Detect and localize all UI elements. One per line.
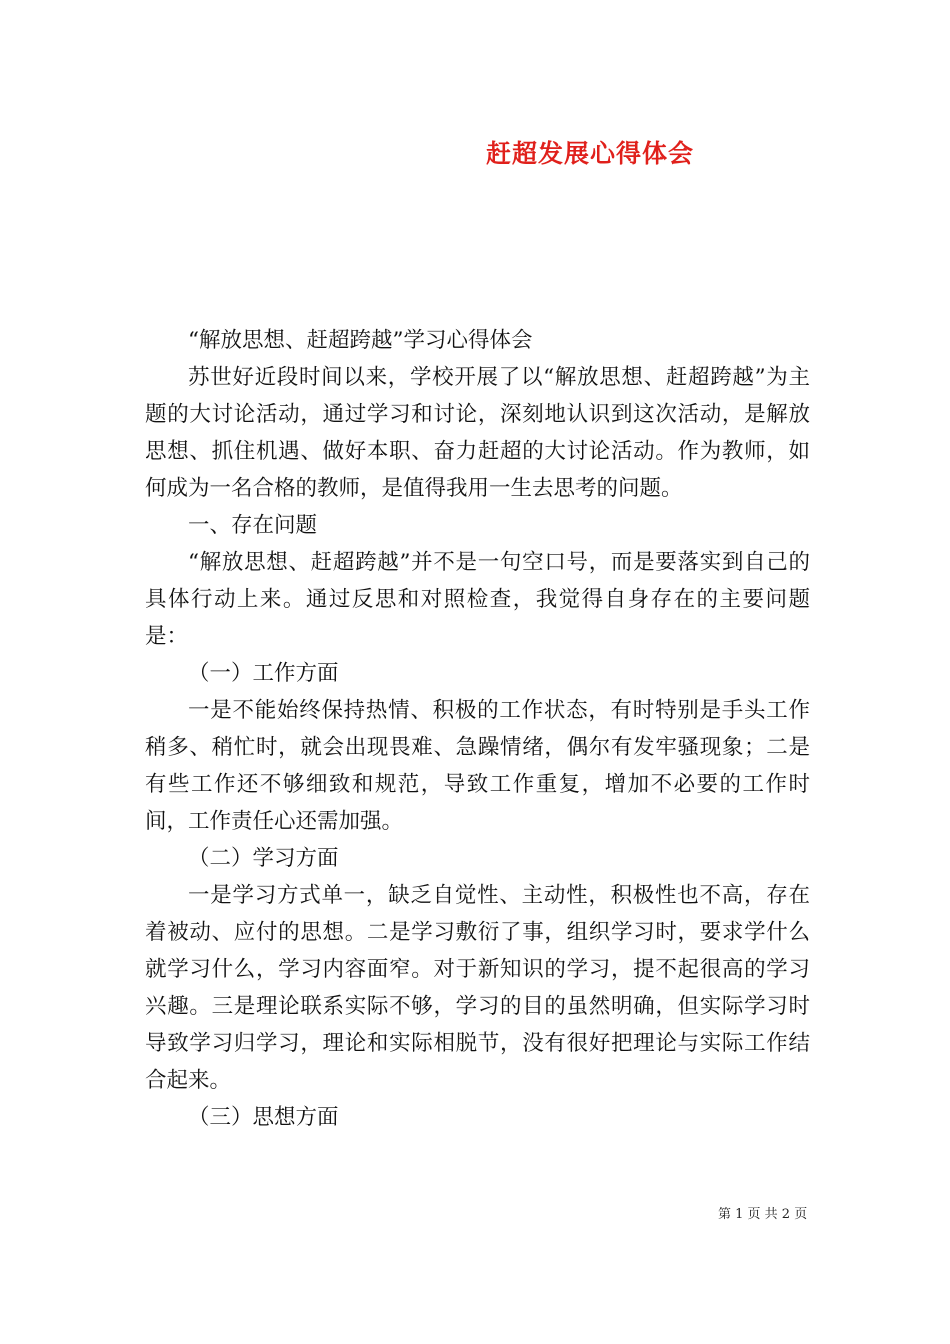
page-number-footer: 第 1 页 共 2 页 — [718, 1207, 808, 1222]
study-paragraph: 一是学习方式单一，缺乏自觉性、主动性，积极性也不高，存在着被动、应付的思想。二是学习敷衍了事，组织学习时，要求学什么就学习什么，学习内容面窄。对于新知识的学习，提不起很高的学习兴趣。三是理论联系实际不够，学习的目的虽然明确，但实际学习时导致学习归学习，理论和实际相脱节，没有很好把理论与实际工作结合起来。 — [145, 883, 810, 1093]
document-body — [145, 322, 810, 1136]
subheading-thought: （三）思想方面 — [188, 1105, 339, 1130]
intro-paragraph: 苏世好近段时间以来，学校开展了以“解放思想、赶超跨越”为主题的大讨论活动，通过学习和讨论，深刻地认识到这次活动，是解放思想、抓住机遇、做好本职、奋力赶超的大讨论活动。作为教师，如何成为一名合格的教师，是值得我用一生去思考的问题。 — [145, 365, 810, 501]
document-title: 赶超发展心得体会 — [485, 139, 694, 168]
subheading-work: （一）工作方面 — [188, 661, 339, 686]
subtitle-paragraph: “解放思想、赶超跨越”学习心得体会 — [188, 328, 533, 353]
subheading-study: （二）学习方面 — [188, 846, 339, 871]
work-paragraph: 一是不能始终保持热情、积极的工作状态，有时特别是手头工作稍多、稍忙时，就会出现畏难、急躁情绪，偶尔有发牢骚现象；二是有些工作还不够细致和规范，导致工作重复，增加不必要的工作时间，工作责任心还需加强。 — [145, 698, 810, 834]
problems-intro-paragraph: “解放思想、赶超跨越”并不是一句空口号，而是要落实到自己的具体行动上来。通过反思和对照检查，我觉得自身存在的主要问题是： — [145, 550, 810, 649]
section-heading-problems: 一、存在问题 — [188, 513, 318, 538]
